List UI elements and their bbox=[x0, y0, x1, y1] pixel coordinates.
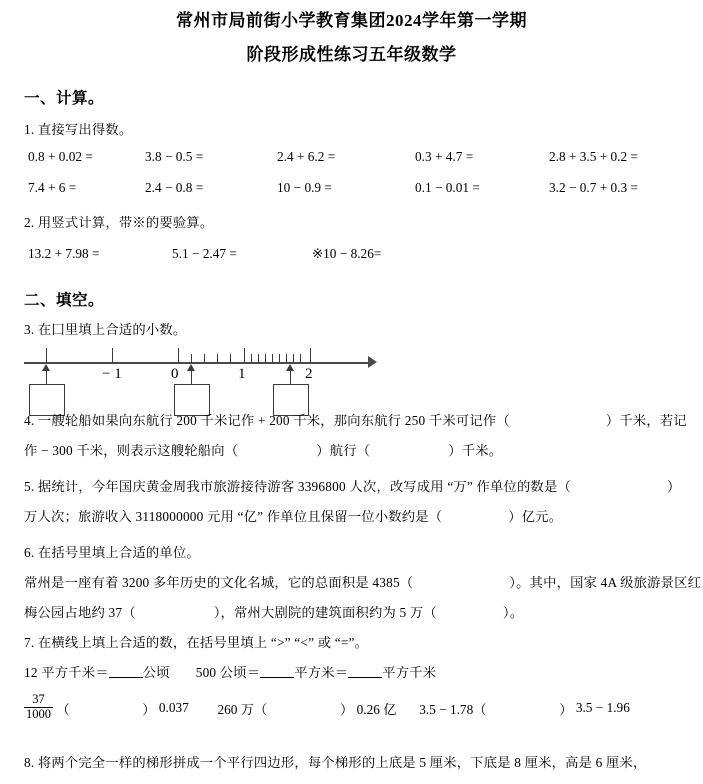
cmp2-right-value: 0.26 亿 bbox=[356, 701, 397, 717]
page-title-line1: 常州市局前街小学教育集团2024学年第一学期 bbox=[176, 11, 527, 30]
number-line-label-neg1: − 1 bbox=[102, 366, 122, 382]
q1-row1-item3: 2.4 + 6.2 = bbox=[277, 149, 336, 164]
q5-text-c: 万人次；旅游收入 3118000000 元用 “亿” 作单位且保留一位小数约是（ bbox=[24, 509, 443, 524]
tick-minor bbox=[286, 354, 287, 363]
question-4-line1 bbox=[24, 410, 687, 429]
question-6-line1 bbox=[24, 572, 701, 591]
q7-conv2-label-b: 平方米＝ bbox=[294, 665, 349, 680]
q4-text-b: ）千米，若记 bbox=[605, 413, 687, 428]
q1-row2-item1: 7.4 + 6 = bbox=[28, 180, 77, 195]
question-1-prompt: 1. 直接写出得数。 bbox=[24, 122, 133, 137]
tick-minor bbox=[217, 354, 218, 363]
number-line-arrow-icon bbox=[368, 356, 377, 368]
q7-conv1-label-b: 公顷 bbox=[142, 665, 170, 680]
tick-minor bbox=[293, 354, 294, 363]
question-4-line2 bbox=[24, 440, 502, 459]
tick-minor bbox=[204, 354, 205, 363]
cmp3-right-value: 3.5 − 1.96 bbox=[575, 700, 630, 715]
q6-text-e: ）。 bbox=[502, 605, 524, 620]
q4-text-d: ）航行（ bbox=[316, 443, 371, 458]
question-8-text: 8. 将两个完全一样的梯形拼成一个平行四边形，每个梯形的上底是 5 厘米，下底是 8 厘米，高是 6 厘米， bbox=[24, 755, 647, 770]
q2-item2: 5.1 − 2.47 = bbox=[172, 246, 237, 261]
q5-text-a: 5. 据统计，今年国庆黄金周我市旅游接待游客 3396800 人次，改写成用 “万” 作单位的数是（ bbox=[24, 479, 572, 494]
tick-minor bbox=[279, 354, 280, 363]
q7-conv2-label-a: 500 公顷＝ bbox=[195, 665, 261, 680]
q7-conv1-blank[interactable] bbox=[109, 665, 143, 678]
fraction-37-1000 bbox=[24, 693, 53, 721]
cmp3-close-paren: ） bbox=[559, 701, 573, 717]
q4-text-e: ）千米。 bbox=[448, 443, 503, 458]
fraction-numerator: 37 bbox=[32, 692, 45, 706]
cmp1-close-paren: ） bbox=[142, 701, 156, 717]
q7-conv2-blank-1[interactable] bbox=[260, 665, 294, 678]
answer-stem bbox=[46, 369, 47, 384]
section-heading-calculation: 一、计算。 bbox=[24, 90, 105, 107]
cmp3-left-value: 3.5 − 1.78（ bbox=[419, 701, 487, 717]
q6-text-a: 常州是一座有着 3200 多年历史的文化名城，它的总面积是 4385（ bbox=[24, 575, 414, 590]
number-line-diagram bbox=[24, 344, 384, 414]
page-title-line2: 阶段形成性练习五年级数学 bbox=[246, 45, 457, 64]
tick-minor bbox=[191, 354, 192, 363]
cmp2-left-value: 260 万（ bbox=[217, 701, 268, 717]
section-heading-fill-blanks: 二、填空。 bbox=[24, 292, 105, 309]
answer-stem bbox=[191, 369, 192, 384]
q1-row1-item4: 0.3 + 4.7 = bbox=[415, 149, 474, 164]
q4-text-c: 作 − 300 千米，则表示这艘轮船向（ bbox=[24, 443, 239, 458]
tick-minor bbox=[251, 354, 252, 363]
question-2-prompt: 2. 用竖式计算，带※的要验算。 bbox=[24, 215, 214, 230]
question-7-conversions bbox=[24, 662, 436, 681]
number-line-label-two: 2 bbox=[305, 366, 313, 382]
number-line-label-zero: 0 bbox=[171, 366, 179, 382]
tick-minor bbox=[230, 354, 231, 363]
question-7-prompt: 7. 在横线上填上合适的数，在括号里填上 “>” “<” 或 “=”。 bbox=[24, 635, 369, 650]
q5-text-b: ） bbox=[667, 479, 681, 494]
number-line-axis bbox=[24, 362, 368, 364]
q1-row1-item1: 0.8 + 0.02 = bbox=[28, 149, 93, 164]
answer-stem bbox=[290, 369, 291, 384]
tick-minor bbox=[300, 354, 301, 363]
question-5-line2 bbox=[24, 506, 562, 525]
q1-row1-item5: 2.8 + 3.5 + 0.2 = bbox=[549, 149, 638, 164]
question-6-line2 bbox=[24, 602, 523, 621]
q1-row1-item2: 3.8 − 0.5 = bbox=[145, 149, 204, 164]
q7-conv2-blank-2[interactable] bbox=[348, 665, 382, 678]
tick-minor bbox=[258, 354, 259, 363]
question-7-comparison-row bbox=[24, 694, 630, 722]
q1-row2-item2: 2.4 − 0.8 = bbox=[145, 180, 204, 195]
q2-item1: 13.2 + 7.98 = bbox=[28, 246, 100, 261]
tick-major-neg1 bbox=[112, 348, 113, 363]
fraction-denominator: 1000 bbox=[26, 706, 51, 721]
cmp1-open-paren: （ bbox=[56, 701, 70, 717]
number-line-label-one: 1 bbox=[238, 366, 246, 382]
question-5-line1 bbox=[24, 476, 681, 495]
cmp2-close-paren: ） bbox=[340, 701, 354, 717]
question-3-prompt: 3. 在囗里填上合适的小数。 bbox=[24, 322, 187, 337]
q1-row2-item5: 3.2 − 0.7 + 0.3 = bbox=[549, 180, 638, 195]
tick-major-neg2 bbox=[46, 348, 47, 363]
cmp1-right-value: 0.037 bbox=[158, 700, 189, 715]
tick-major-two bbox=[310, 348, 311, 363]
tick-minor bbox=[272, 354, 273, 363]
tick-major-zero bbox=[178, 348, 179, 363]
q6-text-c: 梅公园占地约 37（ bbox=[24, 605, 136, 620]
q6-text-b: ）。其中，国家 4A 级旅游景区红 bbox=[509, 575, 702, 590]
q4-text-a: 4. 一艘轮船如果向东航行 200 千米记作 + 200 千米，那向东航行 250 千米可记作（ bbox=[24, 413, 510, 428]
q1-row2-item3: 10 − 0.9 = bbox=[277, 180, 332, 195]
q7-conv2-label-c: 平方千米 bbox=[382, 665, 437, 680]
q7-conv1-label-a: 12 平方千米＝ bbox=[24, 665, 109, 680]
q5-text-d: ）亿元。 bbox=[508, 509, 563, 524]
q6-text-d: ），常州大剧院的建筑面积约为 5 万（ bbox=[213, 605, 437, 620]
tick-major-one bbox=[244, 348, 245, 363]
tick-minor bbox=[265, 354, 266, 363]
q2-item3: ※10 − 8.26= bbox=[312, 246, 382, 261]
question-6-prompt: 6. 在括号里填上合适的单位。 bbox=[24, 545, 200, 560]
q1-row2-item4: 0.1 − 0.01 = bbox=[415, 180, 480, 195]
